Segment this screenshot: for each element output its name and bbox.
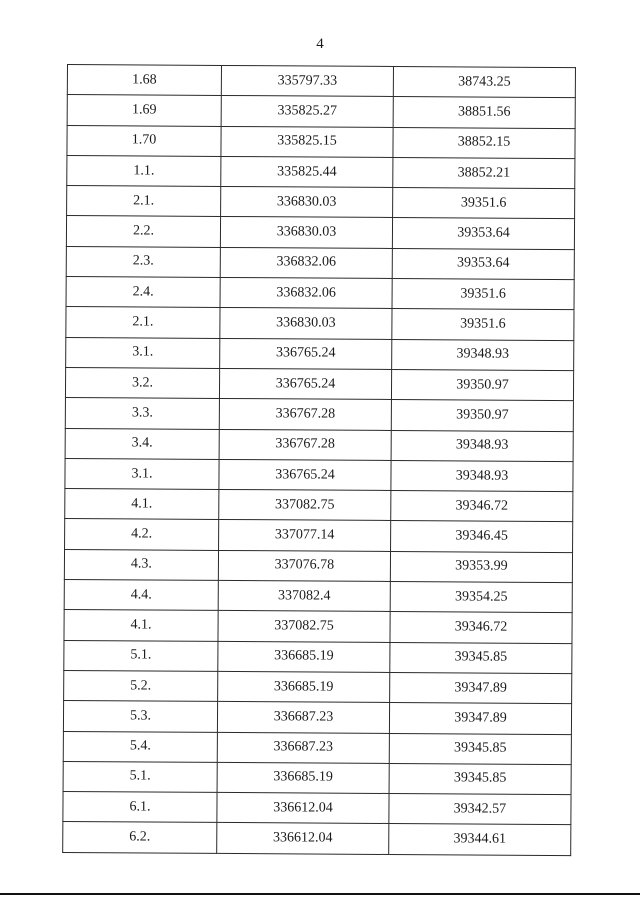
x-coordinate-cell: 336832.06	[220, 247, 392, 278]
y-coordinate-cell: 38743.25	[393, 66, 575, 97]
point-id-cell: 5.2.	[64, 670, 218, 701]
table-row	[64, 640, 572, 673]
y-coordinate-cell: 39348.93	[391, 460, 573, 491]
y-coordinate-cell: 38852.15	[393, 127, 575, 158]
y-coordinate-cell: 39354.25	[390, 582, 572, 613]
page-number: 4	[316, 36, 324, 52]
y-coordinate-cell: 39346.45	[391, 521, 573, 552]
point-id-cell: 4.1.	[65, 489, 219, 520]
x-coordinate-cell: 335825.44	[221, 156, 393, 187]
x-coordinate-cell: 336830.03	[220, 217, 392, 248]
point-id-cell: 5.3.	[63, 701, 217, 732]
y-coordinate-cell: 39351.6	[392, 279, 574, 310]
x-coordinate-cell: 336830.03	[220, 308, 392, 339]
coordinates-table	[62, 64, 576, 856]
y-coordinate-cell: 38852.21	[393, 157, 575, 188]
y-coordinate-cell: 39351.6	[392, 309, 574, 340]
y-coordinate-cell: 39345.85	[389, 763, 571, 794]
table-row	[67, 155, 575, 188]
point-id-cell: 2.2.	[66, 216, 220, 247]
x-coordinate-cell: 336767.28	[219, 399, 391, 430]
point-id-cell: 5.4.	[63, 731, 217, 762]
x-coordinate-cell: 337076.78	[218, 550, 390, 581]
table-row	[63, 822, 571, 855]
x-coordinate-cell: 336765.24	[219, 368, 391, 399]
x-coordinate-cell: 336612.04	[217, 823, 389, 854]
x-coordinate-cell: 336612.04	[217, 793, 389, 824]
y-coordinate-cell: 38851.56	[393, 97, 575, 128]
y-coordinate-cell: 39342.57	[389, 794, 571, 825]
table-row	[67, 125, 575, 158]
table-row	[66, 277, 574, 310]
point-id-cell: 4.4.	[64, 580, 218, 611]
x-coordinate-cell: 336685.19	[218, 671, 390, 702]
x-coordinate-cell: 336765.24	[220, 338, 392, 369]
y-coordinate-cell: 39347.89	[390, 672, 572, 703]
point-id-cell: 4.2.	[65, 519, 219, 550]
point-id-cell: 3.1.	[65, 458, 219, 489]
point-id-cell: 1.69	[67, 95, 221, 126]
table-row	[63, 701, 571, 734]
x-coordinate-cell: 336765.24	[219, 459, 391, 490]
table-row	[63, 731, 571, 764]
point-id-cell: 6.1.	[63, 792, 217, 823]
table-row	[67, 65, 575, 98]
x-coordinate-cell: 336687.23	[217, 732, 389, 763]
table-row	[65, 367, 573, 400]
table-row	[67, 186, 575, 219]
x-coordinate-cell: 337082.75	[218, 611, 390, 642]
y-coordinate-cell: 39350.97	[391, 369, 573, 400]
scan-edge-line	[0, 893, 640, 895]
y-coordinate-cell: 39346.72	[391, 491, 573, 522]
point-id-cell: 3.2.	[65, 367, 219, 398]
y-coordinate-cell: 39353.64	[392, 248, 574, 279]
table-row	[65, 489, 573, 522]
table-row	[64, 610, 572, 643]
y-coordinate-cell: 39346.72	[390, 612, 572, 643]
x-coordinate-cell: 336830.03	[221, 187, 393, 218]
x-coordinate-cell: 336767.28	[219, 429, 391, 460]
table-row	[67, 95, 575, 128]
table-row	[63, 761, 571, 794]
point-id-cell: 3.1.	[66, 337, 220, 368]
point-id-cell: 5.1.	[63, 761, 217, 792]
point-id-cell: 2.1.	[66, 307, 220, 338]
y-coordinate-cell: 39350.97	[391, 400, 573, 431]
x-coordinate-cell: 335825.15	[221, 126, 393, 157]
point-id-cell: 3.3.	[65, 398, 219, 429]
y-coordinate-cell: 39348.93	[392, 339, 574, 370]
table-row	[64, 670, 572, 703]
table-row	[66, 307, 574, 340]
y-coordinate-cell: 39353.64	[392, 218, 574, 249]
y-coordinate-cell: 39345.85	[390, 642, 572, 673]
y-coordinate-cell: 39348.93	[391, 430, 573, 461]
point-id-cell: 1.68	[67, 65, 221, 96]
table-row	[65, 519, 573, 552]
table-row	[65, 428, 573, 461]
x-coordinate-cell: 335797.33	[221, 65, 393, 96]
y-coordinate-cell: 39347.89	[389, 703, 571, 734]
table-row	[63, 792, 571, 825]
x-coordinate-cell: 337082.75	[219, 490, 391, 521]
y-coordinate-cell: 39353.99	[390, 551, 572, 582]
x-coordinate-cell: 336685.19	[218, 641, 390, 672]
point-id-cell: 5.1.	[64, 640, 218, 671]
point-id-cell: 2.1.	[67, 186, 221, 217]
point-id-cell: 2.4.	[66, 277, 220, 308]
table-row	[64, 549, 572, 582]
table-row	[64, 580, 572, 613]
table-row	[65, 398, 573, 431]
point-id-cell: 1.1.	[67, 155, 221, 186]
x-coordinate-cell: 336832.06	[220, 278, 392, 309]
point-id-cell: 4.3.	[64, 549, 218, 580]
x-coordinate-cell: 336687.23	[217, 702, 389, 733]
point-id-cell: 3.4.	[65, 428, 219, 459]
table-row	[66, 216, 574, 249]
y-coordinate-cell: 39351.6	[393, 188, 575, 219]
table-row	[66, 337, 574, 370]
table-row	[65, 458, 573, 491]
point-id-cell: 2.3.	[66, 246, 220, 277]
point-id-cell: 6.2.	[63, 822, 217, 853]
coordinates-table-body	[63, 65, 576, 856]
y-coordinate-cell: 39345.85	[389, 733, 571, 764]
x-coordinate-cell: 337077.14	[219, 520, 391, 551]
x-coordinate-cell: 337082.4	[218, 580, 390, 611]
point-id-cell: 4.1.	[64, 610, 218, 641]
x-coordinate-cell: 336685.19	[217, 762, 389, 793]
table-row	[66, 246, 574, 279]
x-coordinate-cell: 335825.27	[221, 96, 393, 127]
point-id-cell: 1.70	[67, 125, 221, 156]
y-coordinate-cell: 39344.61	[389, 824, 571, 855]
